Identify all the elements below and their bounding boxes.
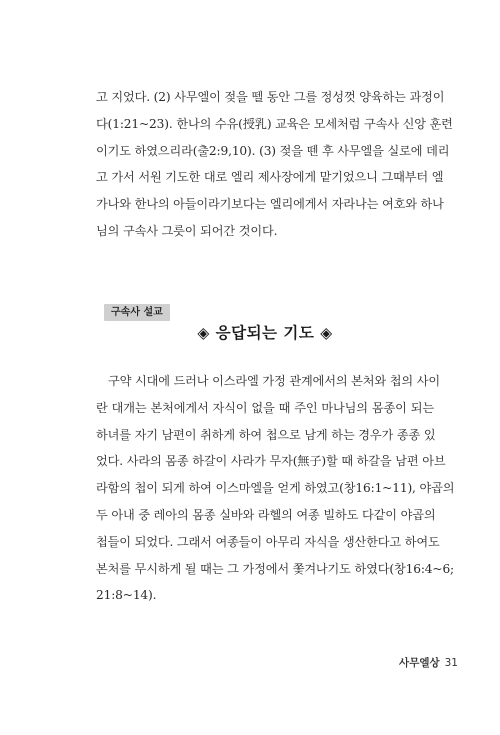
text-line: 라함의 첩이 되게 하여 이스마엘을 얻게 하였고(창16:1~11), 야곱의 — [96, 481, 455, 496]
text-line: 님의 구속사 그릇이 되어간 것이다. — [96, 223, 278, 238]
text-line: 첩들이 되었다. 그래서 여종들이 아무리 자식을 생산한다고 하여도 — [96, 534, 440, 549]
text-line: 본처를 무시하게 될 때는 그 가정에서 쫓겨나기도 하였다(창16:4~6; — [96, 561, 455, 576]
text-line: 고 지었다. (2) 사무엘이 젖을 뗄 동안 그를 정성껏 양육하는 과정이 — [96, 90, 445, 104]
section-title: ◈ 응답되는 기도 ◈ — [197, 324, 333, 342]
text-line: 고 가서 서원 기도한 대로 엘리 제사장에게 맡기었으니 그때부터 엘 — [96, 170, 444, 185]
paragraph-body — [96, 368, 455, 609]
text-line: 다(1:21~23). 한나의 수유(授乳) 교육은 모세처럼 구속사 신앙 훈련 — [96, 116, 453, 131]
text-line: 두 아내 중 레아의 몸종 실바와 라헬의 여종 빌하도 다같이 야곱의 — [96, 507, 436, 522]
text-line: 가나와 한나의 아들이라기보다는 엘리에게서 자라나는 여호와 하나 — [96, 197, 444, 212]
section-tag: 구속사 설교 — [104, 304, 170, 321]
text-line: 구약 시대에 드러나 이스라엘 가정 관계에서의 본처와 첩의 사이 — [108, 374, 440, 388]
text-line: 이기도 하였으리라(출2:9,10). (3) 젖을 뗀 후 사무엘을 실로에 데리 — [96, 143, 450, 158]
text-line: 21:8~14). — [96, 588, 157, 603]
text-line: 란 대개는 본처에게서 자식이 없을 때 주인 마나님의 몸종이 되는 — [96, 400, 434, 415]
running-title: 사무엘상 — [399, 657, 440, 669]
page-number: 31 — [444, 657, 458, 669]
paragraph-continued — [96, 84, 453, 245]
text-line: 하녀를 자기 남편이 취하게 하여 첩으로 남게 하는 경우가 종종 있 — [96, 427, 436, 442]
page-footer — [399, 656, 458, 670]
text-line: 었다. 사라의 몸종 하갈이 사라가 무자(無子)할 때 하갈을 남편 아브 — [96, 454, 446, 469]
